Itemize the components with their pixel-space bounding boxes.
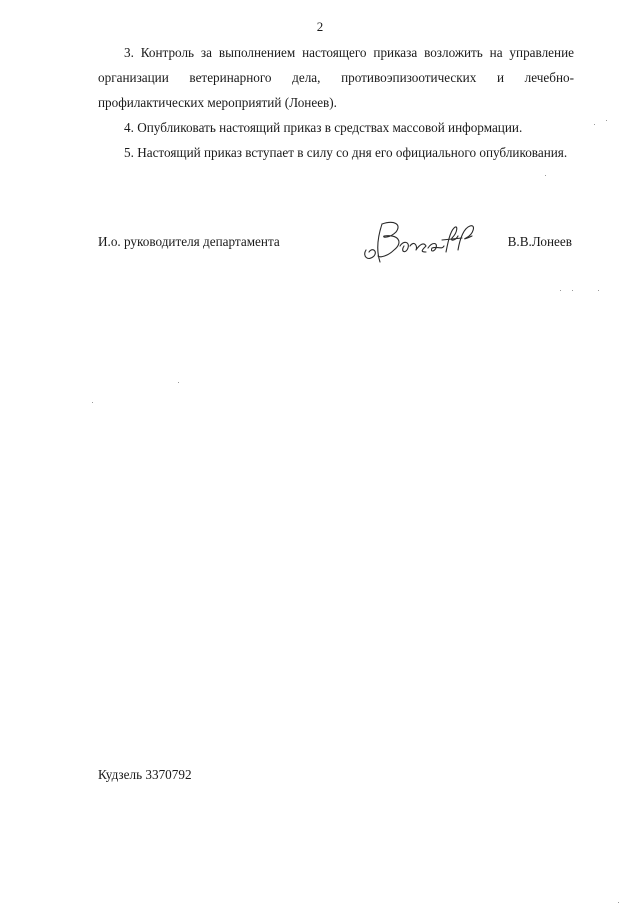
scan-speck [606, 120, 607, 121]
scan-speck [178, 382, 179, 383]
paragraph-5: 5. Настоящий приказ вступает в силу со дня его официального опубликования. [124, 145, 568, 160]
signature-block [98, 234, 572, 264]
scan-speck [560, 290, 561, 291]
scan-speck [598, 290, 599, 291]
page-number: 2 [316, 19, 324, 34]
paragraph-4: 4. Опубликовать настоящий приказ в средствах массовой информации. [124, 120, 523, 135]
signer-name: В.В.Лонеев [507, 234, 572, 249]
scan-speck [92, 402, 93, 403]
scan-speck [545, 175, 546, 176]
scan-speck [572, 290, 573, 291]
signer-title: И.о. руководителя департамента [98, 234, 280, 249]
handwritten-signature [360, 216, 480, 268]
scan-speck [594, 124, 595, 125]
paragraph-3: 3. Контроль за выполнением настоящего приказа возложить на управление организации ветеринарного дела, противоэпизоотических и лечебно-профилактических мероприятий (Лонеев). [98, 45, 574, 110]
contact-info: Кудзель 3370792 [98, 767, 192, 782]
document-body [98, 40, 574, 165]
scan-speck [618, 902, 619, 903]
